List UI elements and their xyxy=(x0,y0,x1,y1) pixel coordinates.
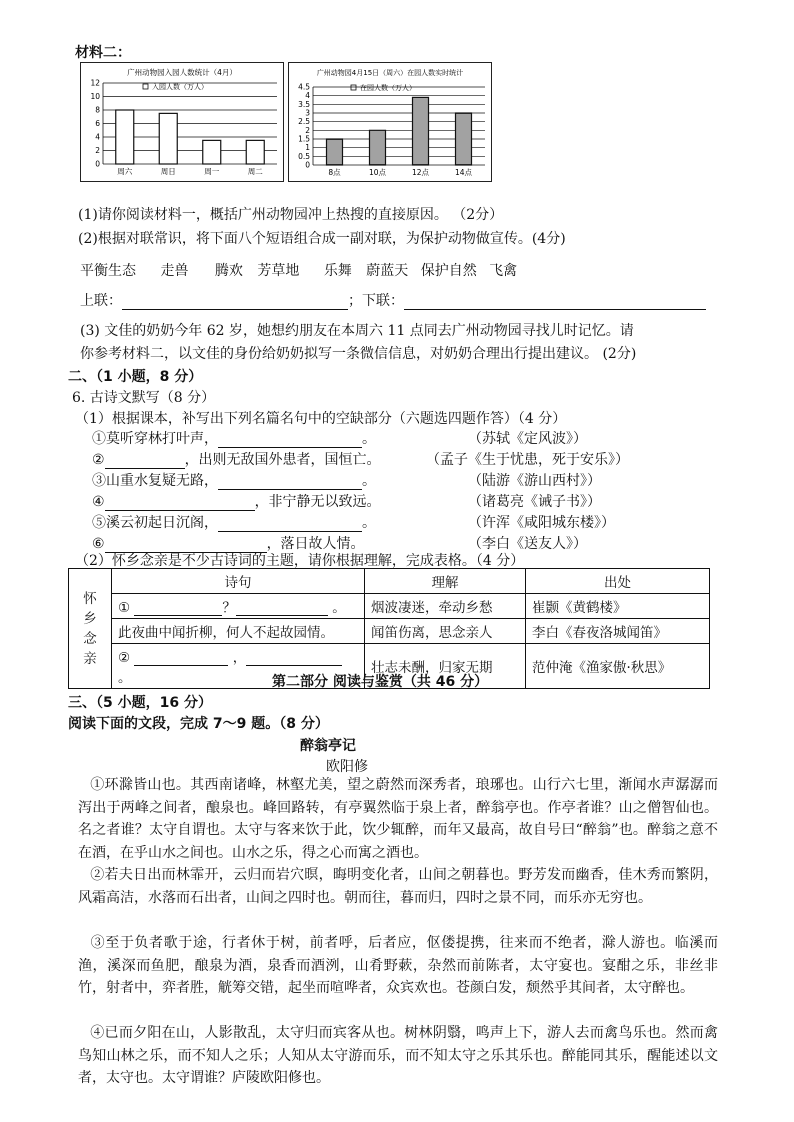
chart-realtime-svg xyxy=(289,63,491,181)
x-tick-label: 14点 xyxy=(454,168,473,177)
phrase: 平衡生态 xyxy=(80,263,136,279)
y-tick-label: 0.5 xyxy=(298,151,310,161)
x-tick-label: 10点 xyxy=(368,168,387,177)
phrase-list xyxy=(80,260,517,280)
fill-blank[interactable] xyxy=(218,433,362,448)
table-blank[interactable] xyxy=(134,601,222,616)
fill-blank[interactable] xyxy=(105,454,185,469)
fill-source: （李白《送友人》） xyxy=(468,536,587,552)
table-cell: 烟波凄迷，牵动乡愁 xyxy=(365,594,526,619)
chart-title: 广州动物园入园人数统计（4月） xyxy=(127,68,237,77)
x-tick-label: 周一 xyxy=(204,167,220,176)
essay-paragraph: ③至于负者歌于途，行者休于树，前者呼，后者应，伛偻提携，往来而不绝者，滁人游也。临溪而渔，溪深而鱼肥，酿泉为酒，泉香而酒洌，山肴野蔌，杂然而前陈者，太守宴也。宴酣之乐，非丝非竹，射者中，弈者胜，觥筹交错，起坐而喧哗者，众宾欢也。苍颜白发，颓然乎其间者，太守醉也。 xyxy=(78,935,718,996)
fill-blank[interactable] xyxy=(218,475,362,490)
legend-label: 在园人数（万人） xyxy=(360,84,416,92)
y-tick-label: 8 xyxy=(95,105,100,115)
question-6-1: （1）根据课本，补写出下列名篇名句中的空缺部分（六题选四题作答）（4 分） xyxy=(75,411,567,427)
bar xyxy=(327,139,343,165)
y-tick-label: 1.5 xyxy=(298,134,310,144)
question-6: 6. 古诗文默写（8 分） xyxy=(72,390,216,406)
bar xyxy=(246,140,264,164)
question-1: (1)请你阅读材料一，概括广州动物园冲上热搜的直接原因。 （2分） xyxy=(78,207,504,223)
table-blank[interactable] xyxy=(134,651,228,666)
legend-swatch xyxy=(351,85,356,90)
table-header: 出处 xyxy=(526,569,710,594)
bar xyxy=(159,113,177,164)
y-tick-label: 4 xyxy=(305,91,310,101)
fill-source: （陆游《游山西村》） xyxy=(468,473,601,489)
y-tick-label: 6 xyxy=(95,119,100,128)
bar xyxy=(370,130,386,165)
phrase: 蔚蓝天 xyxy=(366,263,409,279)
chart-admissions-svg xyxy=(81,63,283,181)
reading-intro: 阅读下面的文段，完成 7～9 题。（8 分） xyxy=(68,716,329,732)
phrase: 走兽 xyxy=(160,263,189,279)
essay-paragraph: ②若夫日出而林霏开，云归而岩穴暝，晦明变化者，山间之朝暮也。野芳发而幽香，佳木秀而繁阴，风霜高洁，水落而石出者，山间之四时也。朝而往，暮而归，四时之景不同，而乐亦无穷也。 xyxy=(78,867,718,906)
question-3-line1: (3) 文佳的奶奶今年 62 岁，她想约朋友在本周六 11 点同去广州动物园寻找儿时记忆。请 xyxy=(80,323,634,339)
y-tick-label: 4.5 xyxy=(298,82,310,92)
fill-source: （诸葛亮《诫子书》） xyxy=(468,494,601,510)
essay-title: 醉翁亭记 xyxy=(300,738,356,754)
couplet-upper-blank[interactable] xyxy=(122,295,348,310)
part-2-title: 第二部分 阅读与鉴赏（共 46 分） xyxy=(272,674,489,690)
y-tick-label: 0 xyxy=(305,160,310,170)
bar xyxy=(413,97,429,165)
chart-title: 广州动物园4月15日（周六）在园人数实时统计 xyxy=(316,69,464,77)
y-tick-label: 2 xyxy=(95,146,100,155)
section-3-heading: 三、（5 小题，16 分） xyxy=(68,695,212,711)
phrase: 飞禽 xyxy=(489,263,518,279)
essay-author: 欧阳修 xyxy=(326,759,368,775)
fill-item: ② ，出则无敌国外患者，国恒亡。 xyxy=(92,452,381,468)
fill-item: ⑥ ，落日故人情。 xyxy=(92,536,365,552)
table-header: 诗句 xyxy=(112,569,365,594)
fill-source: （孟子《生于忧患，死于安乐》） xyxy=(426,452,629,468)
fill-item: ⑤溪云初起日沉阁， 。 xyxy=(92,515,376,531)
fill-blank[interactable] xyxy=(105,496,255,511)
fill-item: ①莫听穿林打叶声， 。 xyxy=(92,431,376,447)
phrase: 腾欢 xyxy=(214,263,243,279)
bar xyxy=(456,113,472,165)
y-tick-label: 2 xyxy=(305,125,310,135)
phrase: 乐舞 xyxy=(323,263,352,279)
phrase: 芳草地 xyxy=(257,263,300,279)
fill-item: ④ ，非宁静无以致远。 xyxy=(92,494,381,510)
y-tick-label: 12 xyxy=(90,78,100,88)
section-2-heading: 二、（1 小题，8 分） xyxy=(68,369,203,385)
table-cell: 闻笛伤离，思念亲人 xyxy=(365,619,526,644)
x-tick-label: 周日 xyxy=(160,167,176,176)
question-3-line2: 你参考材料二，以文佳的身份给奶奶拟写一条微信信息，对奶奶合理出行提出建议。 (2分) xyxy=(80,346,637,362)
table-cell: 范仲淹《渔家傲·秋思》 xyxy=(526,644,710,689)
legend-swatch xyxy=(143,84,148,89)
table-header: 理解 xyxy=(365,569,526,594)
fill-source: （许浑《咸阳城东楼》） xyxy=(468,515,615,531)
bar xyxy=(116,110,134,164)
table-side-label: 怀 乡 念 亲 xyxy=(69,569,112,689)
table-cell: 李白《春夜洛城闻笛》 xyxy=(526,619,710,644)
table-cell: 壮志未酬，归家无期 xyxy=(365,644,526,689)
table-blank[interactable] xyxy=(246,651,342,666)
table-cell-poem: ① ？ 。 xyxy=(112,594,365,619)
question-2: (2)根据对联常识，将下面八个短语组合成一副对联，为保护动物做宣传。(4分) xyxy=(78,231,566,247)
essay-paragraph: ④已而夕阳在山，人影散乱，太守归而宾客从也。树林阴翳，鸣声上下，游人去而禽鸟乐也。然而禽鸟知山林之乐，而不知人之乐；人知从太守游而乐，而不知太守之乐其乐也。醉能同其乐，醒能述以文者，太守也。太守谓谁？庐陵欧阳修也。 xyxy=(78,1025,718,1086)
y-tick-label: 4 xyxy=(95,132,100,142)
fill-item: ③山重水复疑无路， 。 xyxy=(92,473,376,489)
couplet-upper-label: 上联： xyxy=(80,293,122,309)
x-tick-label: 周二 xyxy=(247,167,263,176)
y-tick-label: 3.5 xyxy=(298,99,310,109)
chart-realtime xyxy=(288,62,492,182)
fill-source: （苏轼《定风波》） xyxy=(468,431,587,447)
y-tick-label: 2.5 xyxy=(298,117,310,127)
fill-blank[interactable] xyxy=(218,517,362,532)
material-label: 材料二： xyxy=(75,45,131,61)
essay-paragraph: ①环滁皆山也。其西南诸峰，林壑尤美，望之蔚然而深秀者，琅琊也。山行六七里，渐闻水声潺潺而泻出于两峰之间者，酿泉也。峰回路转，有亭翼然临于泉上者，醉翁亭也。作亭者谁？山之僧智仙也。名之者谁？太守自谓也。太守与客来饮于此，饮少辄醉，而年又最高，故自号曰“醉翁”也。醉翁之意不在酒，在乎山水之间也。山水之乐，得之心而寓之酒也。 xyxy=(78,777,718,861)
table-cell: 崔颢《黄鹤楼》 xyxy=(526,594,710,619)
couplet-line xyxy=(80,290,706,310)
couplet-lower-blank[interactable] xyxy=(404,295,706,310)
phrase: 保护自然 xyxy=(420,263,477,279)
y-tick-label: 10 xyxy=(90,92,100,101)
y-tick-label: 0 xyxy=(95,159,100,169)
x-tick-label: 周六 xyxy=(117,167,133,176)
x-tick-label: 12点 xyxy=(411,168,430,177)
bar xyxy=(203,140,221,164)
question-6-2: （2）怀乡念亲是不少古诗词的主题，请你根据理解，完成表格。（4 分） xyxy=(75,553,525,569)
y-tick-label: 1 xyxy=(305,143,310,153)
legend-label: 入园人数（万人） xyxy=(152,83,208,91)
table-blank[interactable] xyxy=(236,601,328,616)
couplet-lower-label: ；下联： xyxy=(348,293,404,309)
chart-admissions xyxy=(80,62,284,182)
table-cell-poem: 此夜曲中闻折柳，何人不起故园情。 xyxy=(112,619,365,644)
y-tick-label: 3 xyxy=(305,108,310,118)
table-cell-poem: ② ， 。 xyxy=(112,644,365,689)
x-tick-label: 8点 xyxy=(328,168,341,177)
